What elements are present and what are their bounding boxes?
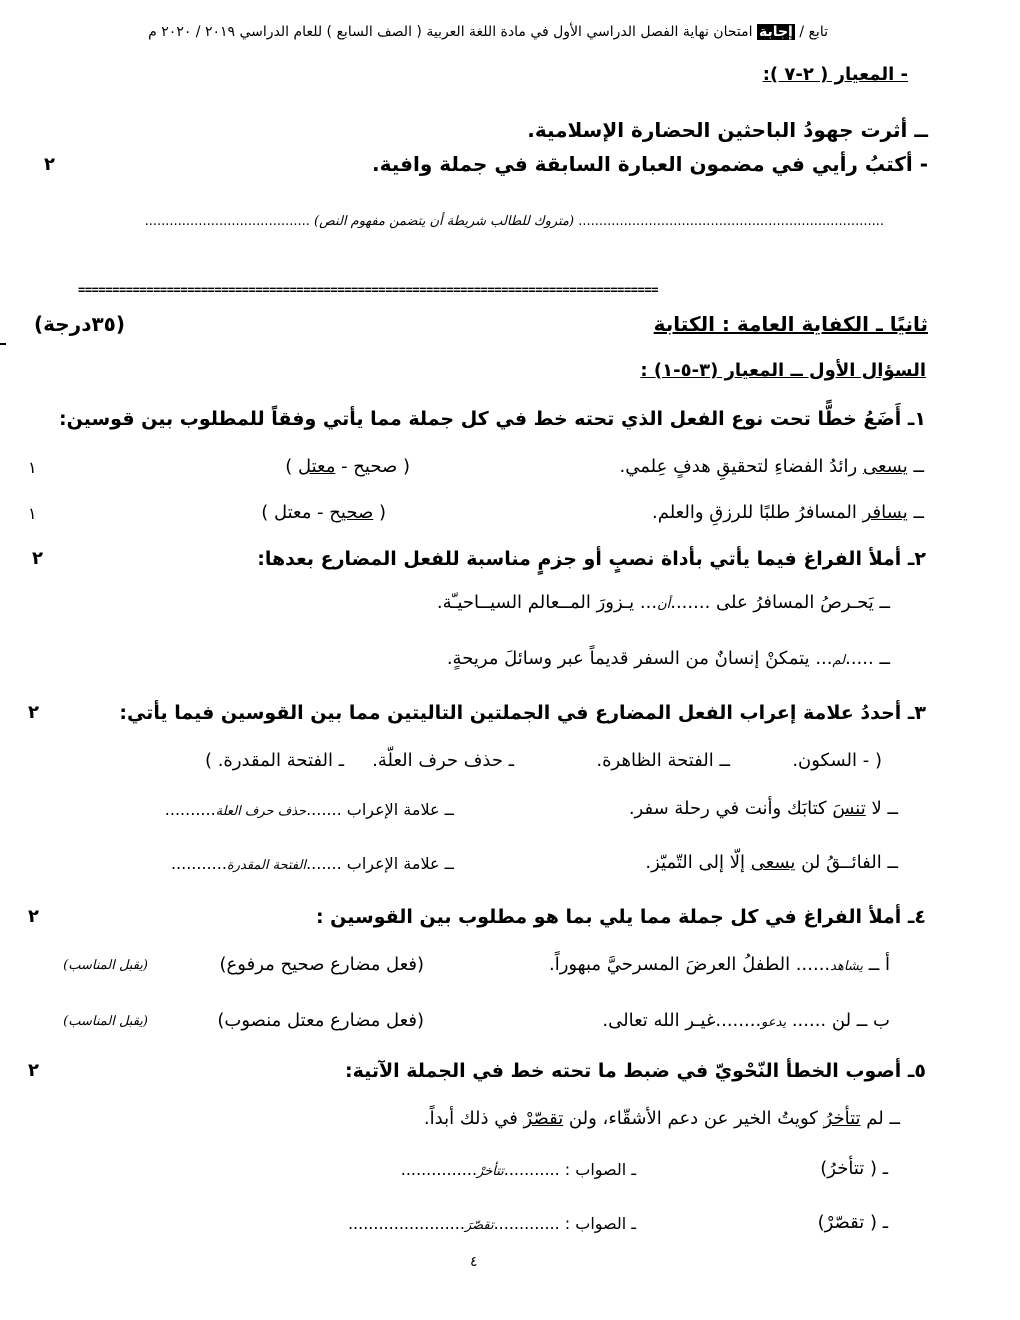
item5-sentence xyxy=(424,1108,900,1129)
item3-opt-d: ـ الفتحة المقدرة. ) xyxy=(204,750,344,771)
margin-mark xyxy=(0,343,6,345)
item3-line1-rest: كتابَك وأنت في رحلة سفر. xyxy=(628,798,833,819)
item5-sentence-a: ــ لم xyxy=(860,1108,900,1129)
item1-line1-rest: رائدُ الفضاءِ لتحقيقِ هدفٍ عِلمي. xyxy=(619,456,863,477)
answer-dots-right: .......................................................................... xyxy=(578,214,884,229)
criterion-label: - المعيار ( ٢-٧ ): xyxy=(762,64,908,85)
item3-line1-answer-line xyxy=(165,800,454,819)
item5-fix1-item: ـ ( تتأخرُ) xyxy=(820,1158,888,1179)
item4-line1-sentence xyxy=(549,954,890,975)
item1-line1-sentence xyxy=(620,456,924,477)
item2-line2-after: ... يتمكنْ إنسانٌ من السفر قديماً عبر وسائلَ مريحةٍ. xyxy=(446,648,833,669)
item5-sentence-b: كويتُ الخير عن دعم الأشقّاء، ولن xyxy=(563,1108,824,1129)
item5-fix2-answer-line xyxy=(348,1214,636,1233)
item4-line2-answer: يدعو xyxy=(761,1015,787,1030)
item3-line2-dash: ــ الفائــقُ لن xyxy=(795,852,898,873)
item3-opt-a: ( - السكون. xyxy=(792,750,882,771)
item2-line2-answer: لم xyxy=(832,653,846,668)
item3-title: ٣ـ أحددُ علامة إعراب الفعل المضارع في الجملتين التاليتين مما بين القوسين فيما يأتي: xyxy=(119,702,926,724)
item1-line1-chosen: معتل xyxy=(297,456,336,477)
item2-line1-before: ــ يَحـرصُ المسافرُ على ....... xyxy=(670,592,890,613)
item1-line1-open: ( صحيح - xyxy=(335,456,410,477)
item4-line1-hint: (فعل مضارع صحيح مرفوع) xyxy=(219,954,424,975)
item3-opt-c: ـ حذف حرف العلّة. xyxy=(372,750,514,771)
item3-line2-answer: الفتحة المقدرة xyxy=(226,858,307,873)
item3-line2-answer-line xyxy=(171,854,454,873)
answer-dots-left: ........................................ xyxy=(144,214,310,229)
header-title: امتحان نهاية الفصل الدراسي الأول في مادة اللغة العربية ( الصف السابع ) للعام الدراسي ٢٠١٩ / ٢٠٢٠ م xyxy=(148,24,753,40)
item1-line2-close: - معتل ) xyxy=(261,502,330,523)
criterion-question: - أكتبُ رأيي في مضمون العبارة السابقة في جملة وافية. xyxy=(372,152,928,176)
item3-line1-dash: ــ لا xyxy=(865,798,898,819)
item1-line1-mark: ١ xyxy=(28,458,37,477)
item1-line2-choice xyxy=(261,502,386,523)
page-number: ٤ xyxy=(470,1254,478,1270)
item4-line1-before: أ ــ xyxy=(863,954,890,975)
item3-line2-rest: إلّا إلى التّميّز. xyxy=(645,852,751,873)
item5-title: ٥ـ أصوب الخطأ النّحْويّ في ضبط ما تحته خط في الجملة الآتية: xyxy=(344,1060,926,1082)
item4-line1-after: ...... الطفلُ العرضَ المسرحيَّ مبهوراً. xyxy=(548,954,831,975)
item1-line2-chosen: صحيح xyxy=(329,502,374,523)
criterion-statement: ــ أثرت جهودُ الباحثين الحضارة الإسلامية. xyxy=(527,118,928,142)
item5-mark: ٢ xyxy=(28,1060,39,1081)
item1-line2-verb: يسافر xyxy=(862,502,908,523)
item3-opt-b: ــ الفتحة الظاهرة. xyxy=(596,750,730,771)
item1-line2-mark: ١ xyxy=(28,504,37,523)
answer-line xyxy=(145,214,884,229)
item3-line2-verb: يسعى xyxy=(750,852,796,873)
section-title: ثانيًا ـ الكفاية العامة : الكتابة xyxy=(653,312,928,336)
item4-line2-after: ........غيـر الله تعالى. xyxy=(602,1010,762,1031)
item2-mark: ٢ xyxy=(32,548,43,569)
item3-line2-sentence xyxy=(645,852,898,873)
item5-fix2-tail: ....................... xyxy=(347,1214,465,1233)
item4-line2-hint: (فعل مضارع معتل منصوب) xyxy=(217,1010,424,1031)
item3-line1-verb: تنسَ xyxy=(832,798,866,819)
item3-line1-sentence xyxy=(629,798,898,819)
separator: ===================================================================================== xyxy=(78,283,659,297)
criterion-mark: ٢ xyxy=(44,154,55,175)
item1-line1-close: ) xyxy=(285,456,298,477)
item5-fix1-label: ـ الصواب : ........... xyxy=(503,1160,636,1179)
q1-header: السؤال الأول ــ المعيار (٣-٥-١) : xyxy=(640,360,926,381)
item5-fix1-answer: تتأخرْ xyxy=(477,1164,504,1179)
item3-line1-answer: حذف حرف العلة xyxy=(215,804,307,819)
item4-line2-before: ب ــ لن ...... xyxy=(786,1010,890,1031)
item2-line2 xyxy=(447,648,890,669)
page-header xyxy=(148,24,828,40)
item5-verb1: تتأخرُ xyxy=(823,1108,861,1129)
item4-line1-note: (يقبل المناسب) xyxy=(63,958,148,973)
item3-line2-label: ــ علامة الإعراب ....... xyxy=(306,854,454,873)
item5-fix2-answer: تقصّرَ xyxy=(464,1218,494,1233)
item2-title: ٢ـ أملأ الفراغ فيما يأتي بأداة نصبٍ أو جزمٍ مناسبة للفعل المضارع بعدها: xyxy=(257,548,926,570)
section-score: (٣٥درجة) xyxy=(34,312,126,336)
answer-label: إجابة xyxy=(758,24,793,40)
item1-line1-choice xyxy=(285,456,410,477)
item2-line1-answer: أن xyxy=(657,597,671,612)
answer-note: (متروك للطالب شريطة أن يتضمن مفهوم النص) xyxy=(314,214,575,229)
item2-line2-before: ــ ..... xyxy=(845,648,890,669)
item3-line1-tail: .......... xyxy=(164,800,216,819)
item4-line2-sentence xyxy=(602,1010,890,1031)
item1-line2-rest: المسافرُ طلبًا للرزقِ والعلم. xyxy=(652,502,863,523)
item5-sentence-c: في ذلك أبداً. xyxy=(423,1108,524,1129)
item4-line1-answer: يشاهد xyxy=(830,959,863,974)
item2-line1 xyxy=(437,592,890,613)
item4-line2-note: (يقبل المناسب) xyxy=(63,1014,148,1029)
item1-line2-dash: ــ xyxy=(907,502,924,523)
item4-mark: ٢ xyxy=(28,906,39,927)
item3-mark: ٢ xyxy=(28,702,39,723)
item1-title: ١ـ أَضَعُ خطًّا تحت نوع الفعل الذي تحته خط في كل جملة مما يأتي وفقاً للمطلوب بين قوسين: xyxy=(59,408,926,430)
item1-line2-sentence xyxy=(652,502,924,523)
item2-line1-after: ... يـزورَ المــعالم السيــاحيـّة. xyxy=(436,592,658,613)
item5-verb2: تقصّرْ xyxy=(523,1108,564,1129)
item5-fix2-label: ـ الصواب : ............. xyxy=(493,1214,636,1233)
item1-line1-dash: ــ xyxy=(907,456,924,477)
item3-line2-tail: ........... xyxy=(170,854,227,873)
item5-fix1-answer-line xyxy=(401,1160,636,1179)
header-prefix: تابع / xyxy=(799,24,828,40)
item1-line2-open: ( xyxy=(373,502,386,523)
item4-title: ٤ـ أملأ الفراغ في كل جملة مما يلي بما هو مطلوب بين القوسين : xyxy=(315,906,926,928)
item5-fix1-tail: ............... xyxy=(400,1160,478,1179)
item3-line1-label: ــ علامة الإعراب ....... xyxy=(306,800,454,819)
item5-fix2-item: ـ ( تقصّرْ) xyxy=(817,1212,888,1233)
item1-line1-verb: يسعى xyxy=(862,456,908,477)
